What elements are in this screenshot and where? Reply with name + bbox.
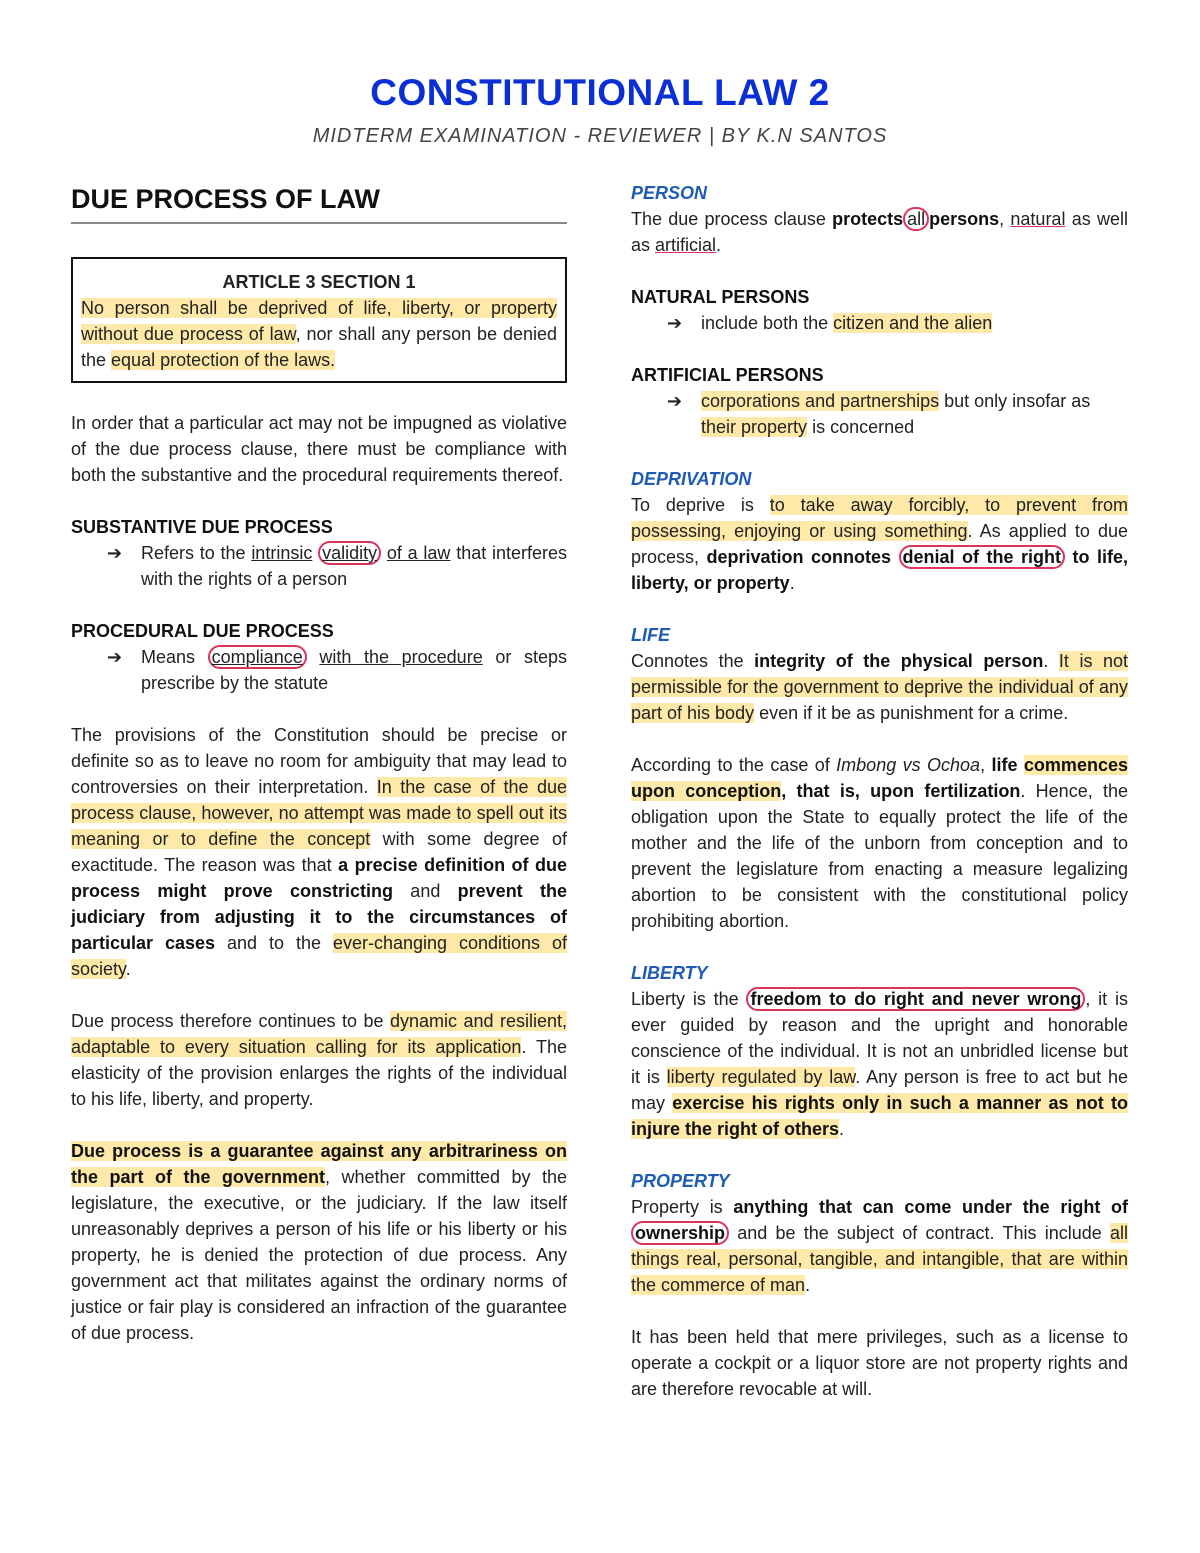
property-heading: PROPERTY bbox=[631, 1171, 730, 1191]
imbong-paragraph: According to the case of Imbong vs Ochoa, life commences upon conception, that is, upon fertilization. Hence, the obligation upon the State to equally protect the life of the mother and the life of the unborn from conception and to prevent the legislature from enacting a measure legalizing abortion to be consistent with the constitutional policy prohibiting abortion. bbox=[631, 755, 1129, 931]
natural-heading: NATURAL PERSONS bbox=[631, 287, 810, 307]
dynamic-paragraph: Due process therefore continues to be dynamic and resilient, adaptable to every situation calling for its application. The elasticity of the provision enlarges the rights of the individual to his life, liberty, and property. bbox=[71, 1011, 567, 1109]
deprivation-paragraph: To deprive is to take away forcibly, to prevent from possessing, enjoying or using something. As applied to due process, deprivation connotes denial of the right to life, liberty, or property. bbox=[631, 495, 1128, 593]
procedural-heading: PROCEDURAL DUE PROCESS bbox=[71, 621, 334, 641]
artificial-heading: ARTIFICIAL PERSONS bbox=[631, 365, 824, 385]
right-column bbox=[631, 180, 1128, 1402]
life-heading: LIFE bbox=[631, 625, 670, 645]
arrow-icon: ➔ bbox=[107, 543, 123, 563]
article-highlight: No person shall be deprived of life, liberty, or property without due process of law bbox=[81, 298, 557, 344]
document-title: CONSTITUTIONAL LAW 2 bbox=[370, 72, 830, 113]
circled-word: ownership bbox=[631, 1221, 729, 1245]
privileges-paragraph: It has been held that mere privileges, such as a license to operate a cockpit or a liquor store are not property rights and are therefore revocable at will. bbox=[631, 1327, 1128, 1399]
section-title: DUE PROCESS OF LAW bbox=[71, 186, 567, 224]
substantive-bullet: ➔ Refers to the intrinsic validity of a law that interferes with the rights of a person bbox=[71, 540, 567, 592]
provisions-paragraph: The provisions of the Constitution should be precise or definite so as to leave no room for ambiguity that may lead to controversies on their interpretation. In the case of the due process clause, however, no attempt was made to spell out its meaning or to define the concept with some degree of exactitude. The reason was that a precise definition of due process might prove constricting and prevent the judiciary from adjusting it to the circumstances of particular cases and to the ever-changing conditions of society. bbox=[71, 725, 568, 979]
arrow-icon: ➔ bbox=[667, 391, 683, 411]
life-paragraph: Connotes the integrity of the physical person. It is not permissible for the government to deprive the individual of any part of his body even if it be as punishment for a crime. bbox=[631, 651, 1129, 723]
left-column bbox=[71, 180, 567, 1346]
liberty-paragraph: Liberty is the freedom to do right and never wrong , it is ever guided by reason and the upright and honorable conscience of the individual. It is not an unbridled license but it is liberty regulated by law. Any person is free to act but he may exercise his rights only in such a manner as not to injure the right of others. bbox=[631, 989, 1129, 1139]
circled-phrase: denial of the right bbox=[899, 545, 1065, 569]
article-highlight-2: equal protection of the laws. bbox=[111, 350, 336, 370]
natural-bullet: ➔ include both the citizen and the alien bbox=[631, 310, 1128, 336]
intro-paragraph: In order that a particular act may not be impugned as violative of the due process clause, there must be compliance with both the substantive and the procedural requirements thereof. bbox=[71, 413, 567, 485]
person-heading: PERSON bbox=[631, 183, 708, 203]
procedural-bullet: ➔ Means compliance with the procedure or steps prescribe by the statute bbox=[71, 644, 567, 696]
article-text: No person shall be deprived of life, liberty, or property without due process of law, nor shall any person be denied the equal protection of the laws. bbox=[81, 298, 557, 370]
document-subtitle: MIDTERM EXAMINATION - REVIEWER | BY K.N SANTOS bbox=[312, 125, 888, 147]
circled-phrase: freedom to do right and never wrong bbox=[746, 987, 1085, 1011]
article-box bbox=[71, 257, 567, 383]
deprivation-heading: DEPRIVATION bbox=[631, 469, 752, 489]
artificial-bullet: ➔ corporations and partnerships but only insofar as their property is concerned bbox=[631, 388, 1128, 440]
arrow-icon: ➔ bbox=[107, 647, 123, 667]
circled-word: validity bbox=[318, 541, 381, 565]
arrow-icon: ➔ bbox=[667, 313, 683, 333]
property-paragraph: Property is anything that can come under the right of ownership and be the subject of contract. This include all things real, personal, tangible, and intangible, that are within the commerce of man. bbox=[631, 1197, 1128, 1295]
guarantee-paragraph: Due process is a guarantee against any arbitrariness on the part of the government, whether committed by the legislature, the executive, or the judiciary. If the law itself unreasonably deprives a person of his life or his liberty or his property, he is denied the protection of due process. Any government act that militates against the ordinary norms of justice or fair play is considered an infraction of the guarantee of due process. bbox=[71, 1141, 567, 1343]
person-paragraph: The due process clause protects all persons, natural as well as artificial. bbox=[631, 209, 1128, 255]
article-title: ARTICLE 3 SECTION 1 bbox=[222, 272, 416, 292]
liberty-heading: LIBERTY bbox=[631, 963, 708, 983]
substantive-heading: SUBSTANTIVE DUE PROCESS bbox=[71, 517, 333, 537]
circled-word: all bbox=[903, 207, 929, 231]
circled-word: compliance bbox=[208, 645, 307, 669]
